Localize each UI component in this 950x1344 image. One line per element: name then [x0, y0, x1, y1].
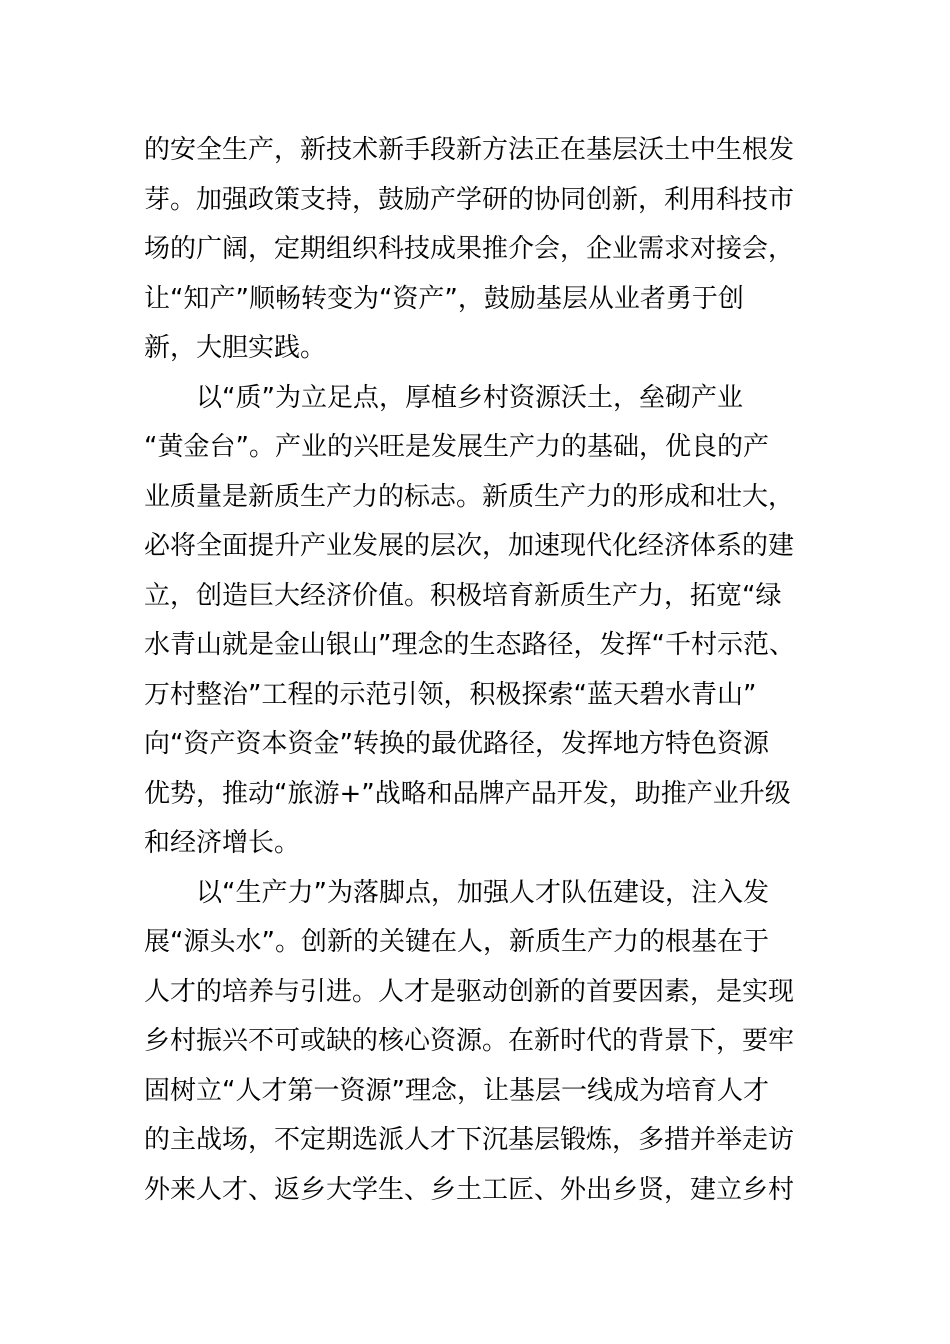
text-line: 外来人才、返乡大学生、乡土工匠、外出乡贤，建立乡村 — [144, 1174, 795, 1205]
text-line: 向“资产资本资金”转换的最优路径，发挥地方特色资源 — [144, 729, 769, 759]
text-line: 和经济增长。 — [144, 828, 301, 858]
text-line: 优势，推动“旅游+”战略和品牌产品开发，助推产业升级 — [144, 778, 791, 809]
text-line: 立，创造巨大经济价值。积极培育新质生产力，拓宽“绿 — [144, 580, 782, 611]
text-line: 让“知产”顺畅转变为“资产”，鼓励基层从业者勇于创 — [144, 283, 744, 314]
text-line: 芽。加强政策支持，鼓励产学研的协同创新，利用科技市 — [144, 184, 795, 215]
paragraph-start-line: 以“质”为立足点，厚植乡村资源沃土，垒砌产业 — [196, 382, 743, 413]
text-line: 固树立“人才第一资源”理念，让基层一线成为培育人才 — [144, 1075, 769, 1106]
text-line: 新，大胆实践。 — [144, 333, 327, 363]
text-line: 乡村振兴不可或缺的核心资源。在新时代的背景下，要牢 — [144, 1026, 795, 1056]
text-line: 人才的培养与引进。人才是驱动创新的首要因素，是实现 — [144, 976, 795, 1007]
text-line: 万村整治”工程的示范引领，积极探索“蓝天碧水青山” — [144, 679, 757, 710]
text-line: 水青山就是金山银山”理念的生态路径，发挥“千村示范、 — [144, 630, 795, 660]
text-line: 展“源头水”。创新的关键在人，新质生产力的根基在于 — [144, 927, 769, 957]
text-line: 的主战场，不定期选派人才下沉基层锻炼，多措并举走访 — [144, 1125, 795, 1155]
text-line: 业质量是新质生产力的标志。新质生产力的形成和壮大， — [144, 481, 795, 512]
text-line: 必将全面提升产业发展的层次，加速现代化经济体系的建 — [144, 531, 795, 561]
text-line: 的安全生产，新技术新手段新方法正在基层沃土中生根发 — [144, 135, 795, 165]
text-line: “黄金台”。产业的兴旺是发展生产力的基础，优良的产 — [144, 432, 769, 462]
paragraph-start-line: 以“生产力”为落脚点，加强人才队伍建设，注入发 — [196, 877, 769, 908]
text-line: 场的广阔，定期组织科技成果推介会，企业需求对接会， — [144, 234, 795, 264]
body-text — [144, 126, 804, 1215]
